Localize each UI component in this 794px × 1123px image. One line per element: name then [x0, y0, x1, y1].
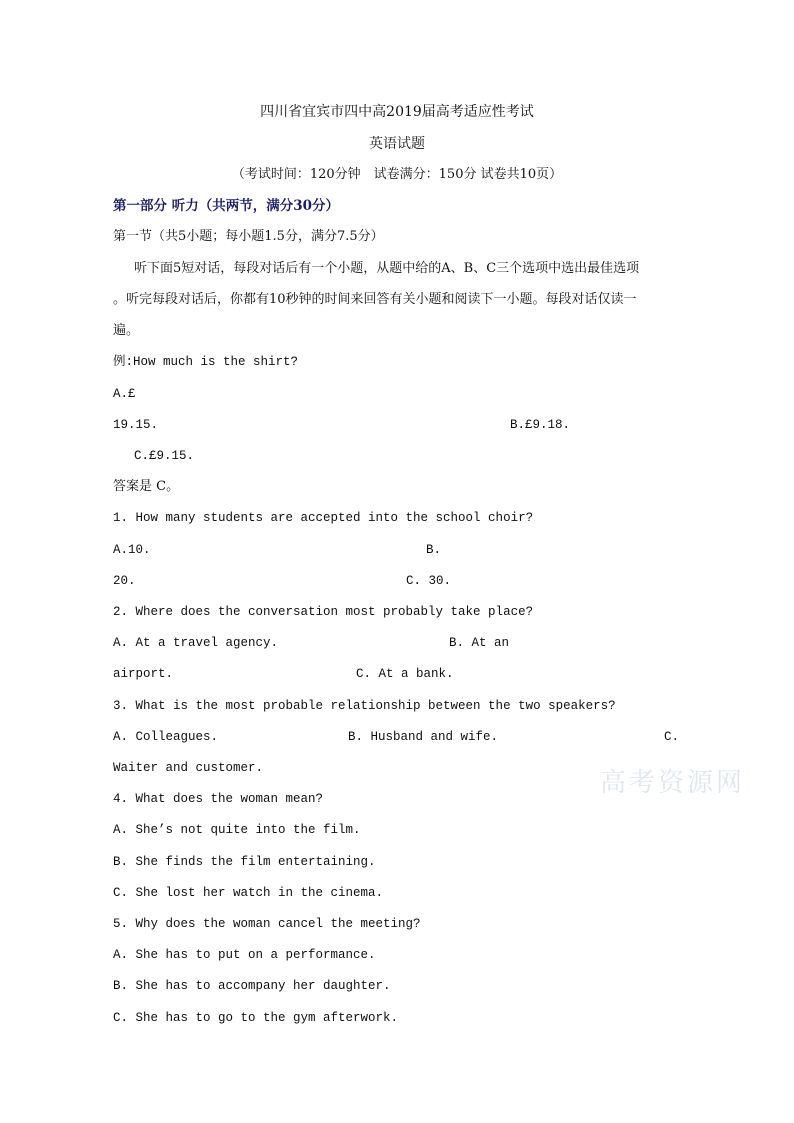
question-1-option-c: C. 30.	[406, 574, 452, 588]
instruction-line-1: 听下面5短对话，每段对话后有一个小题，从题中给的A、B、C三个选项中选出最佳选项	[134, 261, 640, 276]
question-3-option-c-value: Waiter and customer.	[113, 761, 264, 775]
question-2-option-a: A. At a travel agency.	[113, 636, 279, 650]
question-5-option-a: A. She has to put on a performance.	[113, 948, 376, 962]
question-2-stem: 2. Where does the conversation most probably take place?	[113, 605, 534, 619]
exam-title: 四川省宜宾市四中高2019届高考适应性考试	[260, 104, 534, 120]
question-1-stem: 1. How many students are accepted into the school choir?	[113, 511, 534, 525]
question-3-option-b: B. Husband and wife.	[348, 730, 499, 744]
instruction-line-3: 遍。	[113, 323, 140, 338]
example-option-b: B.£9.18.	[510, 418, 571, 432]
part1-heading: 第一部分 听力（共两节，满分30分）	[113, 198, 339, 214]
question-4-option-c: C. She lost her watch in the cinema.	[113, 886, 384, 900]
watermark: 高考资源网	[600, 768, 746, 798]
question-5-stem: 5. Why does the woman cancel the meeting?	[113, 917, 421, 931]
question-1-option-b-value: 20.	[113, 574, 136, 588]
question-5-option-c: C. She has to go to the gym afterwork.	[113, 1011, 399, 1025]
example-option-a-value: 19.15.	[113, 418, 159, 432]
question-2-option-b-part2: airport.	[113, 667, 174, 681]
question-4-option-b: B. She finds the film entertaining.	[113, 855, 376, 869]
question-1-option-b-prefix: B.	[426, 543, 442, 557]
instruction-line-2: 。听完每段对话后，你都有10秒钟的时间来回答有关小题和阅读下一小题。每段对话仅读一	[113, 292, 637, 307]
question-1-option-a: A.10.	[113, 543, 151, 557]
question-3-option-c-prefix: C.	[664, 730, 680, 744]
question-5-option-b: B. She has to accompany her daughter.	[113, 979, 391, 993]
example-question: 例:How much is the shirt?	[113, 355, 299, 369]
question-3-option-a: A. Colleagues.	[113, 730, 219, 744]
question-4-stem: 4. What does the woman mean?	[113, 792, 324, 806]
exam-info: （考试时间：120分钟 试卷满分：150分 试卷共10页）	[231, 167, 563, 182]
question-4-option-a: A. She’s not quite into the film.	[113, 823, 361, 837]
question-2-option-c: C. At a bank.	[356, 667, 454, 681]
subject-title: 英语试题	[369, 136, 425, 152]
example-option-a-prefix: A.£	[113, 387, 136, 401]
question-3-stem: 3. What is the most probable relationship between the two speakers?	[113, 699, 616, 713]
question-2-option-b-part1: B. At an	[449, 636, 510, 650]
example-option-c: C.£9.15.	[134, 449, 195, 463]
section1-heading: 第一节（共5小题；每小题1.5分，满分7.5分）	[113, 229, 384, 244]
example-answer: 答案是 C。	[113, 479, 180, 494]
